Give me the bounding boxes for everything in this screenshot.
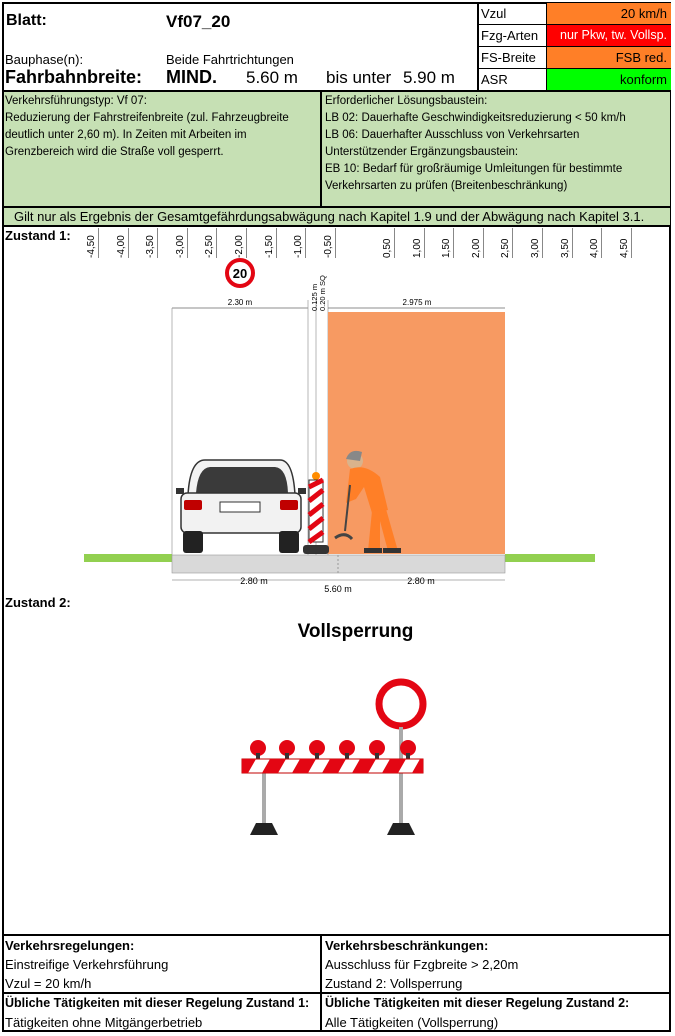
dim-left-label: 2.80 m (240, 576, 268, 586)
tick-line (453, 228, 454, 258)
barrier-foot-left (250, 823, 278, 835)
work-area (328, 312, 505, 554)
info-right (325, 93, 667, 195)
taet2-title: Übliche Tätigkeiten mit dieser Regelung Zustand 2: (325, 996, 630, 1010)
tick-label: 4,50 (618, 238, 630, 258)
status-label: Vzul (477, 3, 547, 24)
info-left-line: deutlich unter 2,60 m). In Zeiten mit Arbeiten im (5, 129, 247, 141)
fahrbahn-from: 5.60 m (246, 68, 298, 87)
car-icon (176, 460, 306, 553)
tick-line (394, 228, 395, 258)
beschraenkungen-title: Verkehrsbeschränkungen: (325, 938, 489, 953)
info-left-line: Grenzbereich wird die Straße voll gesperrt. (5, 146, 224, 158)
info-right-line: LB 02: Dauerhafte Geschwindigkeitsreduzierung < 50 km/h (325, 112, 626, 124)
tick-line (424, 228, 425, 258)
zustand2-label: Zustand 2: (5, 595, 71, 610)
tick-label: 3,00 (530, 238, 541, 258)
info-right-line: Unterstützender Ergänzungsbaustein: (325, 146, 519, 158)
divider (3, 225, 671, 227)
dim-lane-label: 2.30 m (227, 298, 253, 307)
dim-total-label: 5.60 m (324, 584, 352, 594)
fahrbahn-min: MIND. (166, 67, 217, 87)
taet2-value: Alle Tätigkeiten (Vollsperrung) (325, 1015, 499, 1030)
taetigkeiten-zustand1 (5, 994, 319, 1032)
info-divider (320, 91, 322, 207)
tick-line (631, 228, 632, 258)
tick-line (542, 228, 543, 258)
dim-small1-label: 0.125 m (310, 283, 319, 311)
status-label: Fzg-Arten (477, 25, 547, 46)
status-row-fs-breite (477, 47, 671, 69)
tick-line (246, 228, 247, 258)
fahrbahn-to: 5.90 m (403, 68, 455, 87)
dim-right-label: 2.80 m (407, 576, 435, 586)
tick-line (216, 228, 217, 258)
verge-right (505, 554, 595, 562)
fahrbahn-to-label: bis unter (326, 68, 392, 87)
taet1-value: Tätigkeiten ohne Mitgängerbetrieb (5, 1015, 203, 1030)
status-label: FS-Breite (477, 47, 547, 68)
tick-label: -3,00 (174, 235, 186, 258)
warning-lights-icon (250, 740, 416, 761)
bauphase-label: Bauphase(n): (5, 52, 84, 67)
info-right-line: LB 06: Dauerhafter Ausschluss von Verkehrsarten (325, 129, 580, 141)
road-closure-barrier (230, 675, 440, 840)
beschraenkungen-line: Ausschluss für Fzgbreite > 2,20m (325, 957, 519, 972)
tick-line (601, 228, 602, 258)
status-value: 20 km/h (547, 3, 671, 24)
blatt-label: Blatt: (6, 12, 47, 29)
tick-line (335, 228, 336, 258)
status-row-asr (477, 69, 671, 91)
tick-label: 4,00 (589, 238, 601, 258)
bottom-divider (320, 935, 322, 1031)
tick-label: -2,00 (234, 235, 245, 258)
info-right-line: Verkehrsarten zu prüfen (Breitenbeschränkung) (325, 180, 568, 192)
info-right-title: Erforderlicher Lösungsbaustein: (325, 95, 488, 107)
dim-work-label: 2.975 m (402, 298, 432, 307)
info-left-title: Verkehrsführungstyp: Vf 07: (5, 95, 147, 107)
tick-label: 2,00 (470, 238, 482, 258)
zustand1-label: Zustand 1: (5, 228, 71, 243)
barrier-foot-right (387, 823, 415, 835)
tick-line (276, 228, 277, 258)
tick-line (187, 228, 188, 258)
status-label: ASR (477, 69, 547, 90)
verkehrsregelungen-title: Verkehrsregelungen: (5, 938, 135, 953)
tick-line (512, 228, 513, 258)
info-left (5, 93, 317, 161)
status-table (477, 3, 671, 91)
tick-line (128, 228, 129, 258)
fahrbahn-label: Fahrbahnbreite: (5, 67, 143, 87)
tick-label: -2,50 (204, 235, 216, 258)
tick-label: -4,50 (86, 235, 97, 258)
tick-label: 1,50 (441, 238, 453, 258)
tick-label: -1,00 (293, 235, 305, 258)
tick-label: -0,50 (322, 235, 334, 258)
status-value: konform (547, 69, 671, 90)
status-row-fzg-arten (477, 25, 671, 47)
verkehrsregelungen-line: Einstreifige Verkehrsführung (5, 957, 169, 972)
tick-label: 2,50 (500, 238, 512, 258)
verkehrsregelungen (5, 936, 317, 993)
tick-line (98, 228, 99, 258)
verge-left (84, 554, 172, 562)
tick-line (305, 228, 306, 258)
info-right-line: EB 10: Bedarf für großräumige Umleitungen für bestimmte (325, 163, 623, 175)
tick-line (483, 228, 484, 258)
tick-line (157, 228, 158, 258)
taetigkeiten-zustand2 (325, 994, 669, 1032)
status-row-vzul (477, 3, 671, 25)
info-left-line: Reduzierung der Fahrstreifenbreite (zul. Fahrzeugbreite (5, 112, 289, 124)
sign-post (399, 727, 403, 827)
tick-label: -1,50 (263, 235, 275, 258)
tick-label: 0,50 (382, 238, 393, 258)
tick-label: 3,50 (559, 238, 571, 258)
tick-label: -3,50 (145, 235, 157, 258)
verkehrsbeschraenkungen (325, 936, 667, 993)
cross-section-diagram (0, 255, 675, 595)
tick-label: 1,00 (411, 238, 423, 258)
warning-beacon-icon (303, 472, 329, 554)
taet1-title: Übliche Tätigkeiten mit dieser Regelung Zustand 1: (5, 996, 310, 1010)
blatt-value: Vf07_20 (166, 12, 231, 31)
tick-line (572, 228, 573, 258)
tick-label: -4,00 (115, 235, 127, 258)
note-text: Gilt nur als Ergebnis der Gesamtgefährdungsabwägung nach Kapitel 1.9 und der Abwägung nach Kapitel 3.1. (14, 209, 645, 224)
status-value: nur Pkw, tw. Vollsp. (547, 25, 671, 46)
zustand2-title: Vollsperrung (297, 621, 414, 642)
speed-limit-value: 20 (232, 266, 248, 281)
dim-small2-label: 0.20 m SQ (318, 275, 327, 311)
verkehrsregelungen-line: Vzul = 20 km/h (5, 976, 92, 991)
barrier-board (242, 759, 423, 773)
beschraenkungen-line: Zustand 2: Vollsperrung (325, 976, 463, 991)
no-entry-sign-icon (379, 682, 423, 726)
status-value: FSB red. (547, 47, 671, 68)
bauphase-value: Beide Fahrtrichtungen (166, 52, 294, 67)
